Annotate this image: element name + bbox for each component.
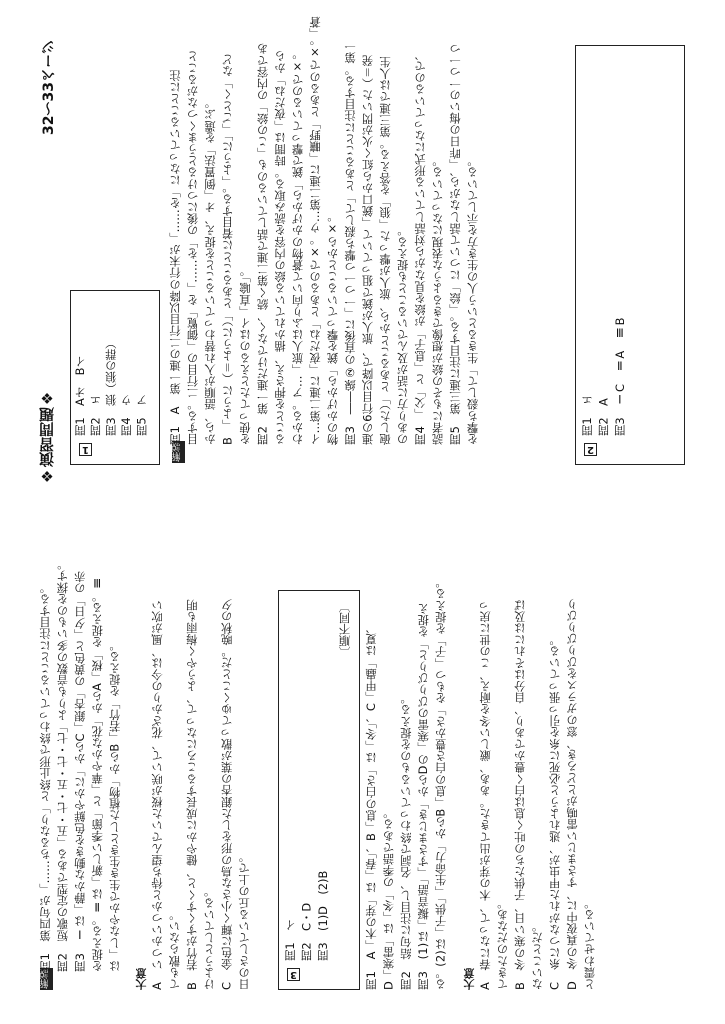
question-number-badge: 2 (584, 443, 597, 456)
kaisetsu-label: 解説 (172, 442, 183, 462)
taii-heading: 大意 (463, 968, 476, 990)
kaisetsu-label: 解説 (40, 969, 51, 989)
taii-body (152, 599, 250, 990)
kaisetsu-body (40, 559, 121, 972)
order-note: 〔順不同〕 (337, 601, 352, 658)
answer-line: 問3 ⅠC ⅡA ⅢB (612, 317, 627, 436)
summary-line: C 糸につながれた甲虫が、逃れようと必死に糸を引っ張っている。 (547, 633, 562, 990)
summary-line: A いつかいつかと待ち望んでいた桜が咲いて、花ざかりの今は、風が吹い (150, 599, 164, 990)
page-range: 32〜33ページ (41, 40, 57, 135)
explanation-line: 物のかげから」銃を撃っていることから×。 (325, 210, 340, 445)
answer-line: 問2 A (596, 398, 611, 436)
answer-list (285, 871, 329, 961)
explanation-line: 問3 ――線②の直後に「一つ一つ撃ち殺して」とあることに注目する。第一 (343, 40, 357, 445)
answer-box-1 (70, 290, 160, 465)
explanation-line: 問2 短歌の定型である「五・七・五・七・七」よりも音数の多いものを探す。 (55, 558, 70, 972)
explanation-line: イ…第二連に「夜だね」とあるので×。ウ…第二連に「曠野」とあるので×。「蒼 (308, 16, 322, 445)
explanation-line: 問4 「父」と「息子」が絵を見ながら対話している形式になっているので、 (413, 48, 427, 445)
question-number-badge: 1 (79, 443, 92, 456)
kaisetsu-body (170, 16, 479, 445)
explanation-line: D「寒雷」は「冬」の季語である。 (381, 807, 396, 990)
answer-line: 問1 エ (580, 394, 594, 436)
summary-line: A 春になって、木の芽が出てきた。ああ、厳しい冬を耐え、この世に戻っ (478, 599, 492, 990)
summary-line: ても散らない。 (167, 908, 182, 990)
summary-line: D 冬の真夜中に、すさまじい雷鳴がとどろき、窓のガラスをびりびりびり (565, 598, 580, 990)
answer-box-2 (575, 45, 685, 465)
explanation-line: 問1 第四句が「……ちるなり」と終止形で終わっていることに注目する。 (38, 581, 52, 972)
explanation-line: B 「ように（＝ように）」とあることに着目する。「ように」「ごとく」など (220, 53, 235, 445)
taii-label (136, 968, 147, 990)
answer-line: 問1 Aオ Bイ (73, 356, 87, 436)
explanation-line: を捉える。Ⅱは「新しい季節」と「華やかな花」からA「桜」を捉える。Ⅲ (90, 576, 105, 972)
right-page-half (38, 16, 685, 485)
answer-line: 問4 ウ (119, 394, 134, 436)
explanation-line: を撃ち殺して」生きるという人の生き方を示している。 (465, 155, 480, 445)
explanation-line: 目する。二行目の「御覧」を「……を」の後につけるとうまくつながること (185, 50, 200, 445)
answer-line: 問1 イ (283, 919, 297, 961)
kaisetsu-body-3 (366, 577, 447, 990)
explanation-line: ることを押さえ、描かれている絵の内容を読み取る。時間は「夜だね」から (273, 50, 287, 445)
taii-body-2 (480, 598, 596, 990)
explanation-line: 読者にもその絵が想像できるような表現になっている。 (430, 155, 445, 445)
question-number-badge: 3 (287, 968, 300, 981)
explanation-line: 砲した）」とあることから、旅人が撃った「狼」を答える。第三連では人生 (378, 56, 392, 445)
explanation-line: 問3 Ⅰは「静かな動きを色鮮やかに」からC「銀杏」の黄色と「夕日」の赤 (72, 570, 87, 972)
answer-list (75, 338, 148, 436)
explanation-line: から、語順が入れ替わっていることを捉え、オ「倒置法」を選ぶ。 (203, 97, 217, 445)
section-title: ❖演習問題❖ (38, 389, 56, 485)
summary-line: てきたのだなあ。 (495, 897, 510, 990)
answer-line: 問2 エ (88, 394, 103, 436)
explanation-line: 問2 結句に注目し、名詞で終わっているものを捉える。 (398, 692, 413, 990)
answer-line: 問5 ア (134, 394, 149, 436)
summary-line: けようとしている。 (202, 885, 217, 990)
answer-line: 問3 狼（狼の群） (103, 337, 118, 436)
answer-box-3 (278, 590, 360, 990)
explanation-line: を使ってたとえるのはイ「直喩」。 (238, 265, 252, 445)
left-page-half (40, 525, 685, 990)
summary-line: B 若竹がすくすくと、健やかに成長するころになって、ようやく梅雨も明 (184, 599, 199, 990)
explanation-line: 問3 (1)は「擬音語」「すさまじき」からDの「寒雷のびりびりと」を捉え (416, 602, 431, 990)
explanation-line: 連の6行目以降で、旅人が銃で狙っていて「銃口から紅く火が閃いた（＝発 (360, 54, 375, 445)
explanation-line: 問1 A「木の芽」は「春」、B「息の白さ」は「冬」、C「甲蟲」は夏、 (364, 621, 378, 990)
explanation-line: わかる。ア…「旅人はふり向いて蒼物のかげから」銃で撃っているので×。 (290, 48, 305, 445)
summary-line: B 冬の寒い日、子供たちの吐く息は白く豊かであり、自分はそれには及ば (512, 599, 527, 990)
answer-line: 問3 (1)D (2)B (315, 870, 330, 961)
explanation-line: 問2 第一連だけでなく、続く第二連で話しているのも「この絵」の内容であ (255, 43, 270, 445)
explanation-line: 問1 A 第一連の二行目以降の行末が「……を」になっていることに注 (168, 69, 182, 445)
explanation-line: る。(2)は「子供」「生命力」からB「息の白さ豊かさ」をもつ「子」を捉える。 (433, 576, 448, 990)
summary-line: ないことだ。 (530, 920, 545, 990)
explanation-line: 問5 第三連に注目する。「絵」について話しながら、「昨日の悔いの一つ一つ (448, 42, 462, 445)
summary-line: C 金色に輝く小さな鳥の形をした銀杏の葉が散ってゆくことだ。晩秋の夕 (219, 599, 234, 990)
explanation-line: は「しなやかで生き生きとした植物」からB「若竹」を捉える。 (107, 639, 122, 972)
explanation-line: のあり方に話が及んでいることも捉える。 (395, 224, 410, 445)
summary-line: と震わせている。 (582, 897, 597, 990)
taii-heading: 大意 (135, 968, 148, 990)
answer-list (582, 318, 626, 436)
summary-line: 日のさしている丘の上で。 (237, 850, 252, 990)
answer-line: 問2 C・D (299, 902, 314, 961)
